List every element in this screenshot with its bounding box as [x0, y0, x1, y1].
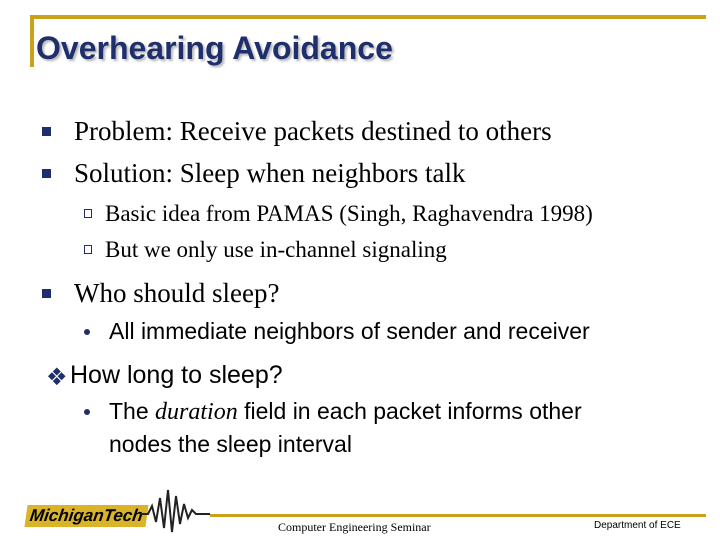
- bullet-text: Problem: Receive packets destined to others: [74, 116, 552, 146]
- sub-bullet-text: But we only use in-channel signaling: [105, 237, 447, 262]
- square-bullet-icon: [42, 289, 51, 298]
- dot-bullet-icon: [84, 409, 90, 415]
- text-pre: The: [109, 398, 156, 424]
- text-emphasis: duration: [155, 399, 238, 425]
- wave-logo-icon: [140, 486, 210, 534]
- michigantech-logo: MichiganTech: [24, 505, 148, 527]
- bullet-text: How long to sleep?: [70, 361, 283, 389]
- sub-bullet-duration-cont: nodes the sleep interval: [109, 431, 352, 457]
- bullet-text: Solution: Sleep when neighbors talk: [74, 158, 466, 188]
- sub-bullet-text: [109, 398, 582, 426]
- square-bullet-icon: [42, 127, 51, 136]
- hollow-square-bullet-icon: [84, 209, 92, 218]
- sub-bullet-text: Basic idea from PAMAS (Singh, Raghavendra 1998): [105, 201, 593, 226]
- dot-bullet-icon: [84, 329, 90, 335]
- check-bullet-icon: ❖: [46, 363, 68, 391]
- slide-title: Overhearing Avoidance: [36, 30, 393, 66]
- text-post: field in each packet informs other: [237, 398, 582, 424]
- footer-divider: [210, 514, 706, 517]
- sub-bullet-text: All immediate neighbors of sender and receiver: [109, 318, 590, 344]
- top-frame-line: [30, 15, 706, 19]
- bullet-text: Who should sleep?: [74, 278, 280, 308]
- footer-department: Department of ECE: [594, 520, 681, 531]
- footer-seminar: Computer Engineering Seminar: [278, 520, 431, 534]
- hollow-square-bullet-icon: [84, 245, 92, 254]
- square-bullet-icon: [42, 169, 51, 178]
- left-frame-line: [30, 15, 34, 67]
